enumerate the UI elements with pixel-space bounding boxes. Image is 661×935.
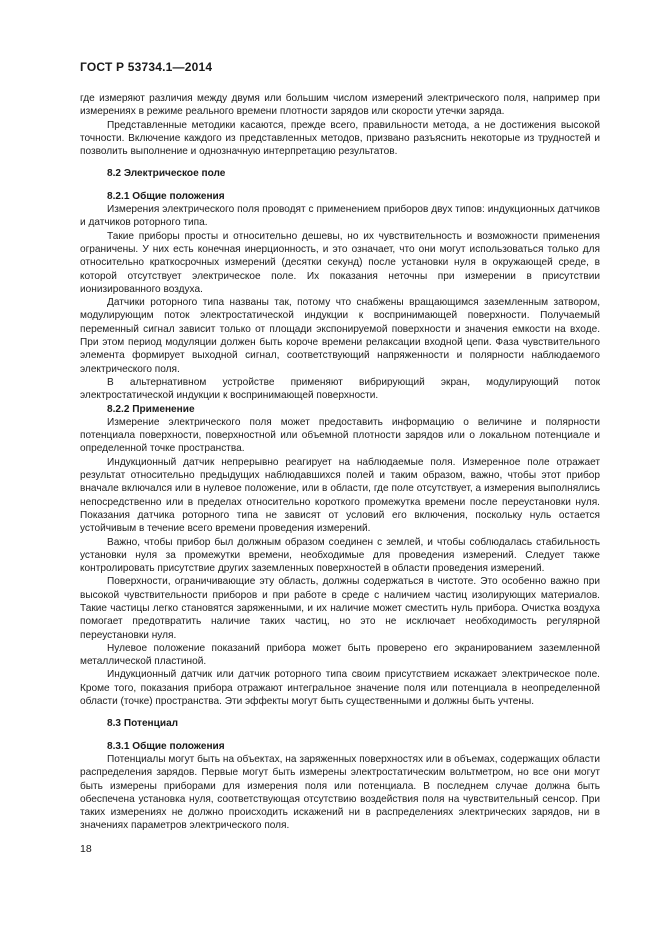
body-paragraph: Потенциалы могут быть на объектах, на заряженных поверхностях или в объемах, содержащих области распределения зарядов. Первые могут быть измерены электростатическим вольтметром, но все они могут быть измерены приборами для измерения поля или потенциала. В последнем случае должна быть обеспечена установка нуля, соответствующая отсутствию воздействия поля на чувствительный сенсор. При таких измерениях не должно происходить искажений ни в распределениях электрических зарядов, ни в значениях параметров электрического поля.	[80, 753, 600, 832]
body-paragraph: Важно, чтобы прибор был должным образом соединен с землей, и чтобы соблюдалась стабильность установки нуля за промежутки времени, необходимые для проведения измерений. Следует также контролировать присутствие других заземленных поверхностей в области проведения измерений.	[80, 536, 600, 575]
body-paragraph: Такие приборы просты и относительно дешевы, но их чувствительность и возможности применения ограничены. У них есть конечная инерционность, и это означает, что они могут использоваться только для относительно краткосрочных измерений (десятки секунд) после установки нуля в окружающей среде, в которой отсутствует электрическое поле. Их показания неточны при измерении в присутствии ионизированного воздуха.	[80, 230, 600, 295]
subsection-heading-8-2-1: 8.2.1 Общие положения	[107, 190, 225, 202]
subsection-heading-8-2-2: 8.2.2 Применение	[107, 403, 195, 415]
body-paragraph: Индукционный датчик или датчик роторного типа своим присутствием искажает электрическое поле. Кроме того, показания прибора отражают интегральное значение поля или потенциала в неопределенной области (точке) пространства. Эти эффекты могут быть существенными и должны быть учтены.	[80, 669, 600, 708]
intro-paragraph: где измеряют различия между двумя или большим числом измерений электрического поля, например при измерениях в режиме реального времени плотности зарядов или скорости утечки заряда.	[80, 93, 600, 118]
body-paragraph: В альтернативном устройстве применяют вибрирующий экран, модулирующий поток электростатической индукции к воспринимающей поверхности.	[80, 376, 600, 402]
intro-paragraph: Представленные методики касаются, прежде всего, правильности метода, а не достижения высокой точности. Включение каждого из представленных методов, призвано разъяснить некоторые из трудностей и позволить выполнение и однозначную интерпретацию результатов.	[80, 119, 600, 158]
body-paragraph: Измерение электрического поля может предоставить информацию о величине и полярности потенциала поверхности, поверхностной или объемной плотности зарядов или о локальном потенциале и определенной точке пространства.	[80, 416, 600, 455]
section-heading-8-3: 8.3 Потенциал	[107, 718, 179, 730]
body-paragraph: Нулевое положение показаний прибора может быть проверено его экранированием заземленной металлической пластиной.	[80, 642, 600, 668]
body-paragraph: Индукционный датчик непрерывно реагирует на наблюдаемые поля. Измеренное поле отражает результат относительно предыдущих наблюдавшихся полей и таким образом, важно, чтобы этот прибор вначале включался или в нулевое положение, или в области, где поле отсутствует, а измерения выполнялись непосредственно или в пределах относительно короткого промежутка времени после переустановки нуля. Показания датчика роторного типа не зависят от условий его включения, поскольку нуль остается устойчивым в течение всего времени проведения измерений.	[80, 456, 600, 535]
subsection-heading-8-3-1: 8.3.1 Общие положения	[107, 740, 225, 752]
document-header: ГОСТ Р 53734.1—2014	[80, 60, 213, 74]
body-paragraph: Измерения электрического поля проводят с применением приборов двух типов: индукционных датчиков и датчиков роторного типа.	[80, 204, 600, 229]
body-paragraph: Поверхности, ограничивающие эту область, должны содержаться в чистоте. Это особенно важно при высокой чувствительности приборов и при работе в среде с наличием частиц изолирующих материалов. Такие частицы легко становятся заряженными, и их наличие может сместить нуль прибора. Очистка воздуха помогает предотвратить наличие таких частиц, но это не исключает необходимость регулярной переустановки нуля.	[80, 576, 600, 641]
document-body	[80, 92, 600, 833]
page-number: 18	[80, 843, 92, 855]
body-paragraph: Датчики роторного типа названы так, потому что снабжены вращающимся заземленным затвором, модулирующим поток электростатической индукции к воспринимающей поверхности. Получаемый переменный сигнал зависит только от площади экспонируемой поверхности и значения емкости на входе. При этом период модуляции должен быть короче времени релаксации входной цепи. Фаза чувствительного элемента формирует выходной сигнал, соответствующий напряженности и полярности наблюдаемого электрического поля.	[80, 297, 600, 375]
section-heading-8-2: 8.2 Электрическое поле	[107, 168, 226, 180]
